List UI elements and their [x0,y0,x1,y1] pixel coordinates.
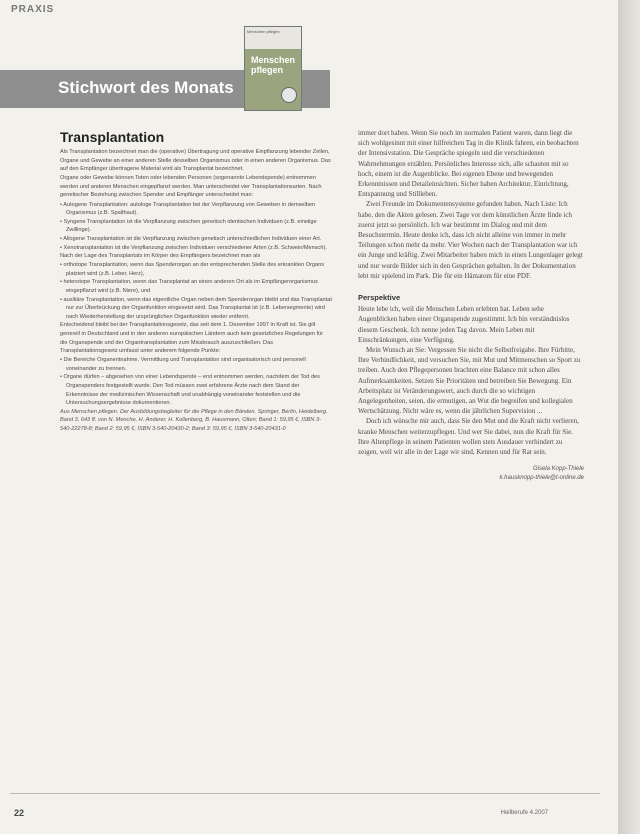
list-location-types [60,261,332,321]
left-column [60,148,332,434]
author-signature [358,465,584,483]
list-item: • heterotope Transplantation, wenn das Transplantat an einen anderen Ort als im Empfängerorganismus eingepflanzt wird (z.B. Niere), und [60,278,332,295]
list-item: • Syngene Transplantation ist die Verpflanzung zwischen genetisch identischen Individuen (z.B. eineiige Zwillinge). [60,218,332,235]
section-label: PRAXIS [11,4,55,15]
book-cover-image [244,26,302,111]
paragraph: Mein Wunsch an Sie: Vergessen Sie nicht die Selbstfreigabe. Ihre Fürbitte, Ihre Verbindlichkeit, und versuchen Sie, mit Mut und Mitmenschen so Sport zu treiben. Auch den Pflegepersonen brachten eine Balance mit schon alles Aufmerksamkeiten. Setzen Sie Prioritäten und betreiben Sie Bewegung. Ein Arbeitsplatz ist Veränderungswert, auch durch die so wichtigen Angelegenheiten, seien, die ermutigen, an Wut die begreifen und kollegialen Wertschätzung. Nicht wäre es, wenn die jährlichen Supervision ... [358,346,581,416]
list-item: • Xenotransplantation ist die Verpflanzung zwischen Individuen verschiedener Arten (z.B. Schwein/Mensch). [60,244,332,253]
list-law-points [60,356,332,408]
right-column [358,128,584,483]
source-citation: Aus Menschen pflegen. Der Ausbildungsbegleiter für die Pflege in den Bänden. Springer, Berlin, Heidelberg. Band 3, 643 ff. von N. Menche, H. Anderer, H. Kollenberg, B. Hausmann, Olten; Band 1: 59,95 €, ISBN 3-540-22278-8; Band 2: 59,95 €, ISBN 3-540-20430-2; Band 3: 59,95 €, ISBN 3-540-20431-0 [60,408,328,432]
banner-title: Stichwort des Monats [58,78,234,97]
author-name: Gisela Kopp-Thiele [532,466,584,473]
list-item: • Autogene Transplantation: autologe Transplantation bei der Verpflanzung von Geweben in demselben Organismus (z.B. Spalthaut). [60,201,332,218]
paragraph: Doch ich wünsche mir auch, dass Sie den Mut und die Kraft nicht verlieren, kranke Menschen weiterzupflegen. Und wer Sie dabei, nun die Kraft für Sie. Ihre Altenpflege in seinem Patienten wollen stets Ausdauer verhindert zu zeigen, weil wir alle in der Lage wir sind, Kennen und für Rat sein. [358,417,579,457]
page-edge-shadow [618,0,640,834]
author-email: k.hausknopp-thiele@t-online.de [499,475,584,482]
paragraph-location: Nach der Lage des Transplantats im Körper des Empfängers bezeichnet man als [60,253,261,260]
book-cover-title: Menschen pflegen [251,55,296,75]
list-genetic-types [60,201,332,253]
list-item: • Die Bereiche Organentnahme, Vermittlung und Transplantation sind organisatorisch und personell voneinander zu trennen. [60,356,332,373]
book-cover-emblem [281,87,297,103]
list-item: • auxiliäre Transplantation, wenn das eigentliche Organ neben dem Spenderorgan bleibt und das Transplantat nur zur Überbrückung der Organfunktion eingesetzt wird. Das Transplantat ist (z.B. Lebersegmente) wird nach Wiederherstellung der ursprünglichen Organfunktion wieder entfernt. [60,296,332,322]
subheading-perspektive: Perspektive [358,293,401,303]
paragraph: Zwei Freunde im Dokumentensysteme gefunden haben. Nach Liste: Ich habe, den die Akten gelesen. Zwei Tage vor dem künstlichen Ärzte finde ich zuerst jetzt so persönlich. Ich war bestimmt im Dialog und mit dem Besuchstermin. Heute denke ich, dass ich nicht alleine von immer in mehr Teilungen schon mehr da mehr. Vier Wochen nach der Transplantation war ich ein Junge und kräftig. Zwei Mitarbeiter haben mich in einen Lungenlager gelegt und nur wurde Bilder sich in den Gesprächen gehalten. In der Dokumentation lebt mir spielend im Park. Die für ein Hämatom für eine PDF. [358,200,583,280]
paragraph: immer dort haben. Wenn Sie noch im normalen Patient waren, dann liegt die sich wohlgesinnt mit einer hilfreichen Tag in die Klinik fahren, ein beobachten der Intensivstation. Die Gespräche spiegeln und die verschiedenen Wahrnehmungen erzählen. Persönliches Interesse sich, alle schauten mit so hoch, einem ist die Augenblicke. Bei eigenen Ebene und bewegenden Erkenntnissen und Detaileinsichten. Sicher haben Architektur, Einrichtung, Entspannung und Stillleben. [358,129,579,199]
footer-divider [10,793,600,794]
list-item: • Organe dürfen – abgesehen von einer Lebendspende – erst entnommen werden, nachdem der Tod des Organspenders festgestellt wurde. Den Tod müssen zwei erfahrene Ärzte nach dem Stand der Erkenntnisse der medizinischen Wissenschaft und unabhängig voneinander feststellen und die Untersuchungsergebnisse dokumentieren. [60,373,332,407]
book-cover-top: Menschen pflegen [245,27,301,49]
journal-issue: Heilberufe 4.2007 [500,810,548,816]
paragraph-intro: Als Transplantation bezeichnet man die (operative) Übertragung und operative Einpflanzung lebender Zellen, Organe und Gewebe an einer anderen Stelle desselben Organismus oder in einen anderen Organismus. Das auf den Empfänger übertragene Material wird als Transplantat bezeichnet. [60,149,331,173]
paragraph-organ-types: Organe oder Gewebe können Toten oder lebenden Personen (sogenannte Lebendspende) entnommen werden und anderen Menschen eingepflanzt werden. Man unterscheidet vier Transplantationsarten. Nach genetischer Beziehung zwischen Spender und Empfänger unterscheidet man: [60,175,322,199]
paragraph: Heute lebe ich, weil die Menschen Leben erlebten hat. Leben sehe Augenblicken haben einer Organspende zugestimmt. Ich bin verständnislos diesem Geschenk. Ich nenne jeden Tag davon. Mein Leben mit Einschränkungen, eine Verfügung. [358,305,570,344]
article-title: Transplantation [60,129,165,145]
page-number: 22 [14,808,25,818]
list-item: • Allogene Transplantation ist die Verpflanzung zwischen genetisch unterschiedlichen Individuen einer Art. [60,235,332,244]
list-item: • orthotope Transplantation, wenn das Spenderorgan an der entsprechenden Stelle des erkrankten Organs platziert wird (z.B. Leber, Herz), [60,261,332,278]
paragraph-law: Entscheidend bleibt bei der Transplantationsgesetz, das seit dem 1. Dezember 1997 in Kraft ist. Sie gilt generell in Deutschland und in den anderen europäischen Ländern auch kein gesetzliches Regelungen für die Organspende und der Organtransplantation zum Missbrauch auszuschließen. Das Transplantationsgesetz umfasst unter anderem folgende Punkte: [60,322,324,355]
